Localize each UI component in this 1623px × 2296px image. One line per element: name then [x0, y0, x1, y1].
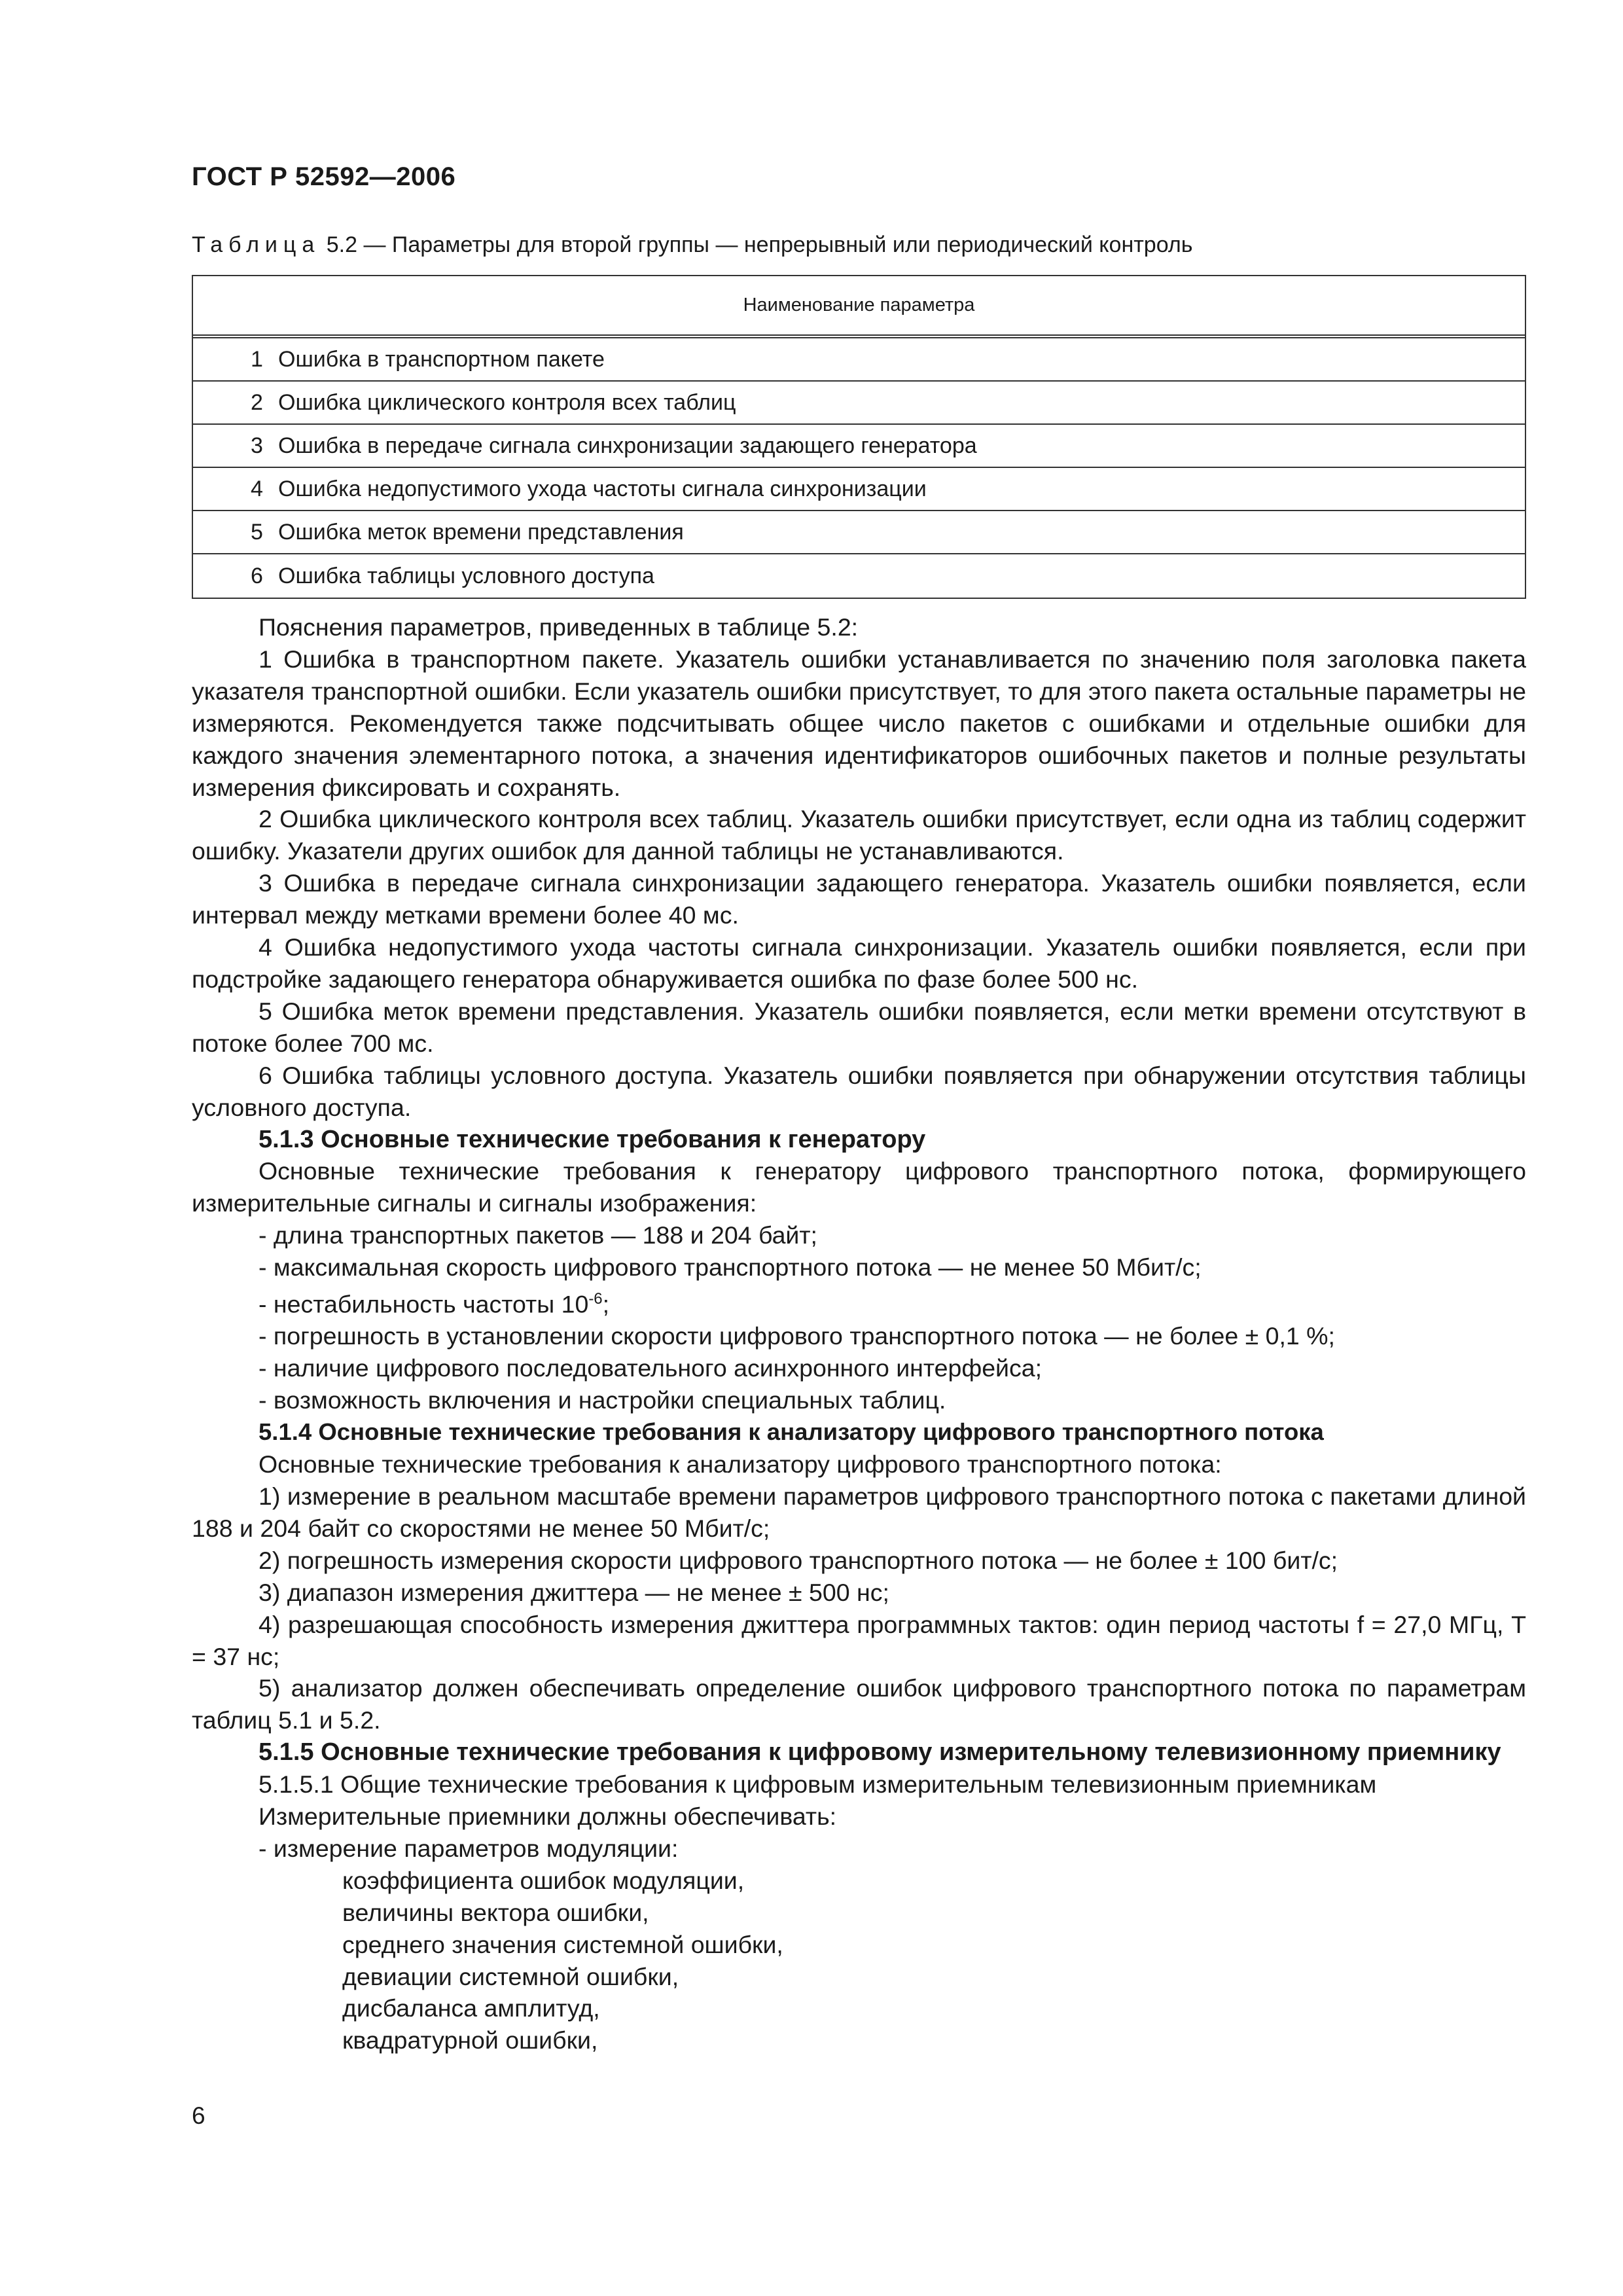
explanation-paragraph: 1 Ошибка в транспортном пакете. Указатель ошибки устанавливается по значению поля заголовка пакета указателя транспортной ошибки. Если указатель ошибки присутствует, то для этого пакета остальные параметры не измеряются. Рекомендуется также подсчитывать общее число пакетов с ошибками и отдельные ошибки для каждого значения элементарного потока, а значения идентификаторов ошибочных пакетов и полные результаты измерения фиксировать и сохранять.	[192, 645, 1526, 801]
row-text: Ошибка таблицы условного доступа	[278, 563, 654, 588]
explanation-paragraph: 4 Ошибка недопустимого ухода частоты сигнала синхронизации. Указатель ошибки появляется, если при подстройке задающего генератора обнаруживается ошибка по фазе более 500 нс.	[192, 933, 1526, 993]
list-item	[192, 1283, 1526, 1320]
table-row	[193, 338, 1525, 382]
explanation-paragraph: 6 Ошибка таблицы условного доступа. Указатель ошибки появляется при обнаружении отсутствия таблицы условного доступа.	[192, 1061, 1526, 1121]
explanations-intro: Пояснения параметров, приведенных в таблице 5.2:	[259, 613, 859, 641]
section-heading-5-1-5: 5.1.5 Основные технические требования к цифровому измерительному телевизионному приемнику	[259, 1738, 1501, 1767]
table-column-header: Наименование параметра	[193, 276, 1525, 338]
section-intro: Основные технические требования к анализатору цифрового транспортного потока:	[259, 1450, 1222, 1479]
explanation-paragraph: 5 Ошибка меток времени представления. Указатель ошибки появляется, если метки времени отсутствуют в потоке более 700 мс.	[192, 997, 1526, 1057]
table-row	[193, 511, 1525, 554]
table-caption-label: Таблица	[192, 232, 321, 257]
list-item: 3) диапазон измерения джиттера — не менее ± 500 нс;	[259, 1578, 889, 1606]
table-row	[193, 425, 1525, 468]
explanation-paragraph: 2 Ошибка циклического контроля всех таблиц. Указатель ошибки присутствует, если одна из таблиц содержит ошибку. Указатели других ошибок для данной таблицы не устанавливаются.	[192, 805, 1526, 865]
sub-list-item: среднего значения системной ошибки,	[342, 1930, 783, 1958]
row-number: 1	[251, 346, 263, 372]
sub-list-item: величины вектора ошибки,	[342, 1898, 649, 1926]
sub-list-item: девиации системной ошибки,	[342, 1962, 679, 1990]
row-number: 2	[251, 389, 263, 415]
body-text	[192, 611, 1526, 2056]
section-intro: Измерительные приемники должны обеспечивать:	[259, 1803, 837, 1831]
table-row	[193, 468, 1525, 511]
page-number: 6	[192, 2102, 205, 2129]
table-row	[193, 554, 1525, 598]
list-item: - максимальная скорость цифрового транспортного потока — не менее 50 Мбит/с;	[259, 1253, 1202, 1282]
row-text: Ошибка в передаче сигнала синхронизации задающего генератора	[278, 433, 977, 458]
section-heading-5-1-4: 5.1.4 Основные технические требования к анализатору цифрового транспортного потока	[259, 1418, 1324, 1446]
row-number: 4	[251, 476, 263, 501]
row-number: 3	[251, 433, 263, 458]
list-item: 1) измерение в реальном масштабе времени параметров цифрового транспортного потока с пакетами длиной 188 и 204 байт со скоростями не менее 50 Мбит/с;	[192, 1482, 1526, 1542]
row-text: Ошибка недопустимого ухода частоты сигнала синхронизации	[278, 476, 927, 501]
list-item: - погрешность в установлении скорости цифрового транспортного потока — не более ± 0,1 %;	[259, 1322, 1335, 1350]
list-item: 5) анализатор должен обеспечивать определение ошибок цифрового транспортного потока по параметрам таблиц 5.1 и 5.2.	[192, 1674, 1526, 1734]
sub-list-item: дисбаланса амплитуд,	[342, 1994, 600, 2022]
list-item-text: - нестабильность частоты 10	[259, 1290, 589, 1318]
sub-list-item: коэффициента ошибок модуляции,	[342, 1866, 745, 1894]
list-item: - возможность включения и настройки специальных таблиц.	[259, 1386, 946, 1414]
subsection-heading: 5.1.5.1 Общие технические требования к цифровым измерительным телевизионным приемникам	[259, 1770, 1377, 1799]
explanation-paragraph: 3 Ошибка в передаче сигнала синхронизации задающего генератора. Указатель ошибки появляется, если интервал между метками времени более 40 мс.	[192, 869, 1526, 929]
list-item: 4) разрешающая способность измерения джиттера программных тактов: один период частоты f = 27,0 МГц, T = 37 нс;	[192, 1610, 1526, 1670]
list-item: - наличие цифрового последовательного асинхронного интерфейса;	[259, 1354, 1043, 1382]
row-text: Ошибка циклического контроля всех таблиц	[278, 389, 736, 415]
row-number: 5	[251, 519, 263, 545]
table-caption-text: 5.2 — Параметры для второй группы — непрерывный или периодический контроль	[320, 232, 1193, 257]
list-item: - длина транспортных пакетов — 188 и 204 байт;	[259, 1221, 817, 1249]
list-item: 2) погрешность измерения скорости цифрового транспортного потока — не более ± 100 бит/с;	[259, 1546, 1338, 1574]
row-number: 6	[251, 563, 263, 588]
parameters-table	[192, 275, 1526, 599]
section-heading-5-1-3: 5.1.3 Основные технические требования к генератору	[259, 1125, 926, 1153]
exponent: -6	[588, 1290, 603, 1308]
list-item-suffix: ;	[602, 1290, 610, 1318]
row-text: Ошибка меток времени представления	[278, 519, 684, 545]
sub-list-item: квадратурной ошибки,	[342, 2026, 598, 2054]
section-intro: Основные технические требования к генератору цифрового транспортного потока, формирующего измерительные сигналы и сигналы изображения:	[192, 1157, 1526, 1217]
table-caption	[192, 232, 1192, 258]
table-row	[193, 382, 1525, 425]
list-item: - измерение параметров модуляции:	[259, 1834, 679, 1862]
page-header: ГОСТ Р 52592—2006	[192, 162, 456, 191]
row-text: Ошибка в транспортном пакете	[278, 346, 605, 372]
